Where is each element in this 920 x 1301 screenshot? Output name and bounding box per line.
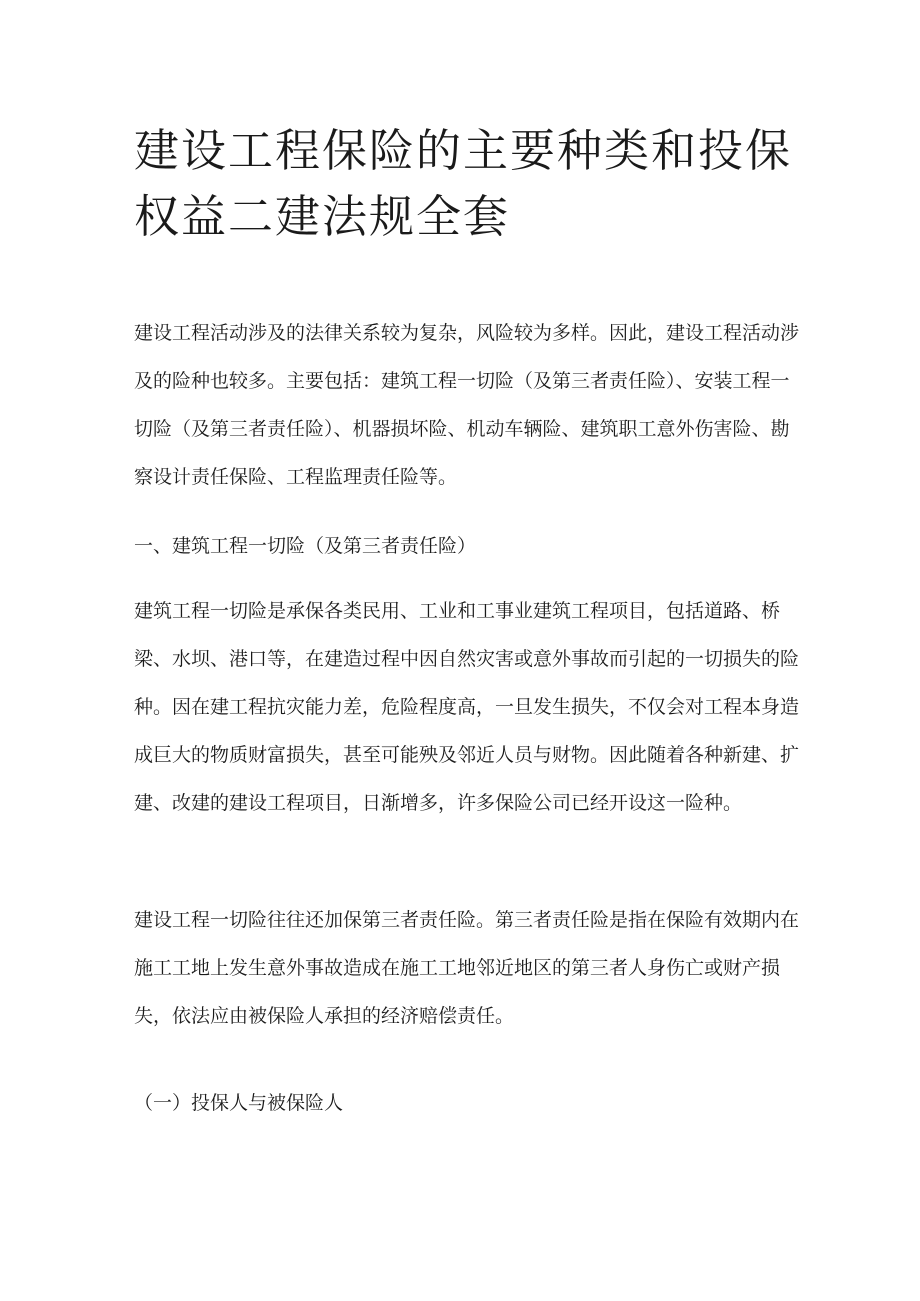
section-heading-one: 一、建筑工程一切险（及第三者责任险） bbox=[134, 535, 477, 557]
section-one-paragraph-a: 建筑工程一切险是承保各类民用、工业和工事业建筑工程项目，包括道路、桥梁、水坝、港口等，在建造过程中因自然灾害或意外事故而引起的一切损失的险种。因在建工程抗灾能力差，危险程度高，一旦发生损失，不仅会对工程本身造成巨大的物质财富损失，甚至可能殃及邻近人员与财物。因此随着各种新建、扩建、改建的建设工程项目，日渐增多，许多保险公司已经开设这一险种。 bbox=[134, 600, 800, 814]
intro-paragraph: 建设工程活动涉及的法律关系较为复杂，风险较为多样。因此，建设工程活动涉及的险种也较多。主要包括：建筑工程一切险（及第三者责任险）、安装工程一切险（及第三者责任险）、机器损坏险、机动车辆险、建筑职工意外伤害险、勘察设计责任保险、工程监理责任险等。 bbox=[134, 322, 800, 488]
document-title: 建设工程保险的主要种类和投保权益二建法规全套 bbox=[134, 124, 793, 243]
subsection-heading-one: （一）投保人与被保险人 bbox=[134, 1092, 344, 1114]
section-one-paragraph-b: 建设工程一切险往往还加保第三者责任险。第三者责任险是指在保险有效期内在施工工地上发生意外事故造成在施工工地邻近地区的第三者人身伤亡或财产损失，依法应由被保险人承担的经济赔偿责任。 bbox=[134, 909, 800, 1027]
